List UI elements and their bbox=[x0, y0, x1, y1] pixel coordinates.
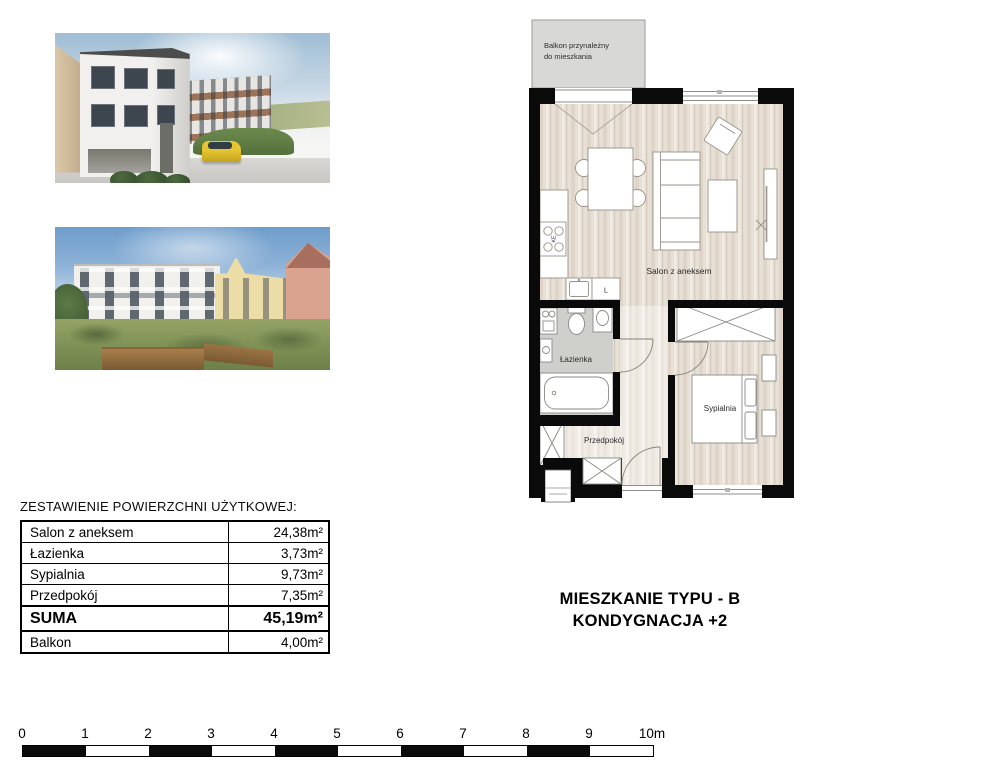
building-photo-street bbox=[55, 33, 330, 183]
scale-segments bbox=[22, 745, 654, 757]
entrance-threshold bbox=[622, 486, 662, 499]
bathtub bbox=[540, 373, 613, 413]
bedroom-window bbox=[693, 485, 762, 497]
area-row-value: 45,19m² bbox=[229, 606, 330, 631]
scale-tick-label: 10m bbox=[638, 726, 666, 741]
floor-plan-drawing bbox=[518, 8, 798, 508]
toilet bbox=[568, 306, 585, 335]
balcony bbox=[532, 20, 645, 88]
label-bedroom: Sypialnia bbox=[703, 404, 737, 413]
apartment-title-line2: KONDYGNACJA +2 bbox=[572, 612, 728, 630]
photo1-car-window bbox=[208, 142, 233, 150]
photo2-fence bbox=[102, 347, 204, 370]
scale-segment bbox=[464, 746, 527, 756]
area-row-value: 4,00m² bbox=[229, 631, 330, 653]
building-photo-courtyard bbox=[55, 227, 330, 370]
label-stove: KE bbox=[551, 235, 558, 243]
kitchen-sink bbox=[566, 278, 592, 300]
area-row-label: Łazienka bbox=[21, 543, 229, 564]
photo2-yellow-windows bbox=[223, 278, 286, 324]
photo1-entrance bbox=[160, 123, 174, 173]
table-row bbox=[21, 606, 329, 631]
area-row-value: 24,38m² bbox=[229, 521, 330, 543]
floor-plan bbox=[518, 8, 798, 508]
area-row-label: Przedpokój bbox=[21, 585, 229, 607]
scale-segment bbox=[86, 746, 149, 756]
area-row-value: 7,35m² bbox=[229, 585, 330, 607]
area-table bbox=[20, 520, 330, 654]
photo1-window bbox=[157, 69, 176, 89]
nightstand bbox=[762, 355, 776, 381]
photo1-window bbox=[91, 104, 115, 127]
scale-tick-label: 8 bbox=[522, 726, 530, 741]
scale-bar bbox=[18, 726, 682, 757]
table-row bbox=[21, 631, 329, 653]
living-room-window bbox=[683, 88, 758, 104]
area-row-label: Sypialnia bbox=[21, 564, 229, 585]
photo1-bush bbox=[165, 174, 190, 183]
photo1-bush bbox=[110, 171, 138, 183]
label-bathroom: Łazienka bbox=[559, 355, 593, 364]
table-row bbox=[21, 543, 329, 564]
scale-tick-label: 4 bbox=[270, 726, 278, 741]
area-row-value: 9,73m² bbox=[229, 564, 330, 585]
balcony-label-line2: do mieszkania bbox=[544, 52, 592, 61]
apartment-title-line1: MIESZKANIE TYPU - B bbox=[559, 590, 741, 608]
hallway-wardrobe-niche bbox=[583, 458, 621, 484]
label-fridge: L bbox=[604, 287, 608, 295]
neighbor-door bbox=[541, 470, 575, 502]
scale-tick-label: 5 bbox=[333, 726, 341, 741]
apartment-title bbox=[500, 588, 800, 632]
washbasin bbox=[593, 306, 612, 332]
area-row-label: Salon z aneksem bbox=[21, 521, 229, 543]
scale-tick-labels bbox=[18, 726, 682, 743]
scale-segment bbox=[275, 746, 338, 756]
scale-tick-label: 1 bbox=[81, 726, 89, 741]
table-row bbox=[21, 564, 329, 585]
scale-segment bbox=[149, 746, 212, 756]
photo2-balcony-band bbox=[77, 293, 217, 299]
photo1-bush bbox=[135, 171, 168, 183]
sofa bbox=[653, 152, 700, 250]
coffee-table bbox=[708, 180, 737, 232]
bedroom-wardrobe bbox=[677, 303, 775, 341]
washing-machine bbox=[540, 308, 557, 334]
scale-segment bbox=[212, 746, 275, 756]
photo1-window bbox=[124, 105, 148, 127]
scale-tick-label: 9 bbox=[585, 726, 593, 741]
scale-tick-label: 2 bbox=[144, 726, 152, 741]
area-row-value: 3,73m² bbox=[229, 543, 330, 564]
scale-segment bbox=[338, 746, 401, 756]
scale-tick-label: 0 bbox=[18, 726, 26, 741]
photo1-window bbox=[124, 68, 148, 90]
area-table-heading: ZESTAWIENIE POWIERZCHNI UŻYTKOWEJ: bbox=[20, 499, 297, 514]
area-row-label: SUMA bbox=[21, 606, 229, 631]
scale-tick-label: 6 bbox=[396, 726, 404, 741]
table-row bbox=[21, 585, 329, 607]
photo1-window bbox=[91, 66, 115, 89]
area-row-label: Balkon bbox=[21, 631, 229, 653]
label-living-room: Salon z aneksem bbox=[646, 266, 712, 276]
scale-segment bbox=[23, 746, 86, 756]
scale-tick-label: 3 bbox=[207, 726, 215, 741]
balcony-label-line1: Balkon przynależny bbox=[544, 41, 610, 50]
side-sink bbox=[540, 339, 552, 362]
photo1-window bbox=[157, 105, 176, 125]
label-hallway: Przedpokój bbox=[583, 436, 625, 445]
scale-segment bbox=[590, 746, 653, 756]
scale-segment bbox=[401, 746, 464, 756]
photo1-garage bbox=[88, 149, 151, 173]
table-row bbox=[21, 521, 329, 543]
scale-tick-label: 7 bbox=[459, 726, 467, 741]
scale-segment bbox=[527, 746, 590, 756]
nightstand bbox=[762, 410, 776, 436]
